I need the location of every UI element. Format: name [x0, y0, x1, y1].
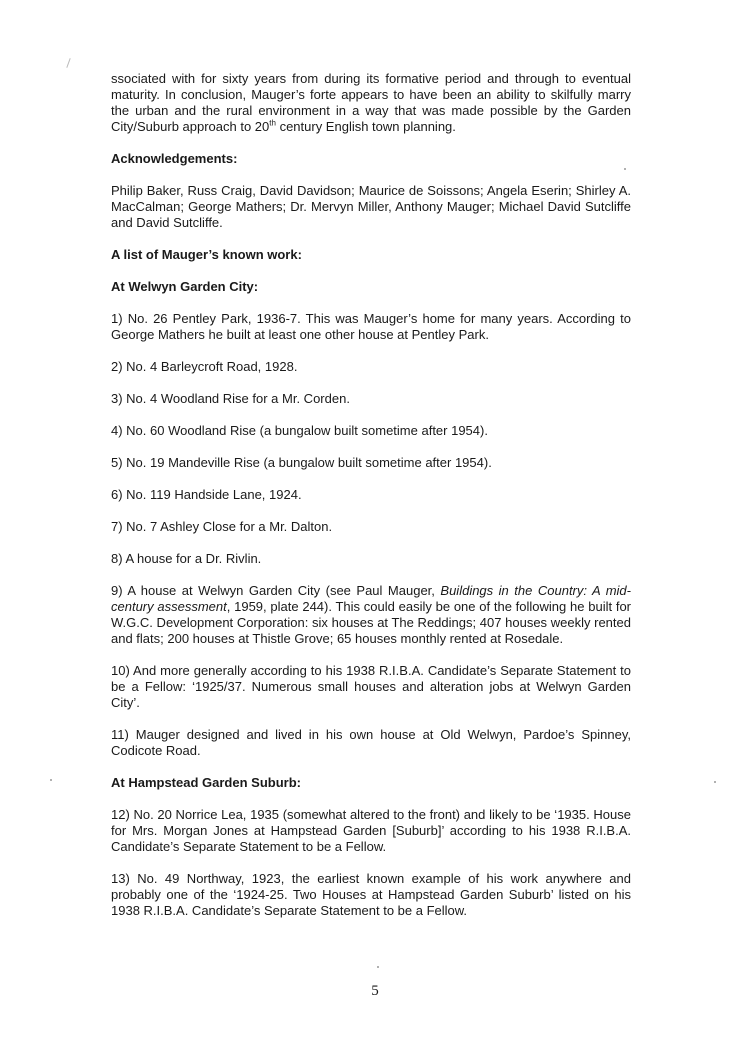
welwyn-heading: At Welwyn Garden City: — [111, 279, 259, 294]
scan-speck — [714, 781, 716, 783]
list-item: 3) No. 4 Woodland Rise for a Mr. Corden. — [111, 391, 350, 406]
intro-paragraph: ssociated with for sixty years from during its formative period and through to eventual maturity. In conclusion, Mauger’s forte appears to have been an ability to skilfully marry the urban and the rural environment in a way that was made possible by the Garden City/Suburb approach to 20th century English town planning. — [111, 71, 631, 134]
scan-speck — [50, 779, 52, 781]
scan-speck — [377, 966, 379, 968]
list-item: 1) No. 26 Pentley Park, 1936-7. This was Mauger’s home for many years. According to George Mathers he built at least one other house at Pentley Park. — [111, 311, 631, 342]
list-item: 10) And more generally according to his 1938 R.I.B.A. Candidate’s Separate Statement to be a Fellow: ‘1925/37. Numerous small houses and alteration jobs at Welwyn Garden City’. — [111, 663, 631, 710]
acknowledgements-heading: Acknowledgements: — [111, 151, 238, 166]
list-item: 6) No. 119 Handside Lane, 1924. — [111, 487, 302, 502]
list-item: 2) No. 4 Barleycroft Road, 1928. — [111, 359, 298, 374]
list-item: 7) No. 7 Ashley Close for a Mr. Dalton. — [111, 519, 333, 534]
acknowledgements-text: Philip Baker, Russ Craig, David Davidson; Maurice de Soissons; Angela Eserin; Shirley A. MacCalman; George Mathers; Dr. Mervyn Miller, Anthony Mauger; Michael David Sutcliffe and David Sutcliffe. — [111, 183, 631, 230]
list-item: 12) No. 20 Norrice Lea, 1935 (somewhat altered to the front) and likely to be ‘1935. House for Mrs. Morgan Jones at Hampstead Garden [Suburb]’ according to his 1938 R.I.B.A. Candidate’s Separate Statement to be a Fellow. — [111, 807, 631, 854]
list-item: 8) A house for a Dr. Rivlin. — [111, 551, 262, 566]
page-number: 5 — [371, 983, 379, 999]
list-item: 5) No. 19 Mandeville Rise (a bungalow built sometime after 1954). — [111, 455, 492, 470]
document-body — [111, 71, 631, 935]
list-item: 11) Mauger designed and lived in his own house at Old Welwyn, Pardoe’s Spinney, Codicote Road. — [111, 727, 631, 758]
list-item: 13) No. 49 Northway, 1923, the earliest known example of his work anywhere and probably one of the ‘1924-25. Two Houses at Hampstead Garden Suburb’ listed on his 1938 R.I.B.A. Candidate’s Separate Statement to be a Fellow. — [111, 871, 631, 918]
works-list-heading: A list of Mauger’s known work: — [111, 247, 302, 262]
list-item: 9) A house at Welwyn Garden City (see Paul Mauger, Buildings in the Country: A mid-century assessment, 1959, plate 244). This could easily be one of the following he built for W.G.C. Development Corporation: six houses at The Reddings; 407 houses weekly rented and flats; 200 houses at Thistle Grove; 65 houses monthly rented at Rosedale. — [111, 583, 631, 646]
list-item: 4) No. 60 Woodland Rise (a bungalow built sometime after 1954). — [111, 423, 488, 438]
scan-mark — [66, 58, 70, 68]
hampstead-heading: At Hampstead Garden Suburb: — [111, 775, 301, 790]
